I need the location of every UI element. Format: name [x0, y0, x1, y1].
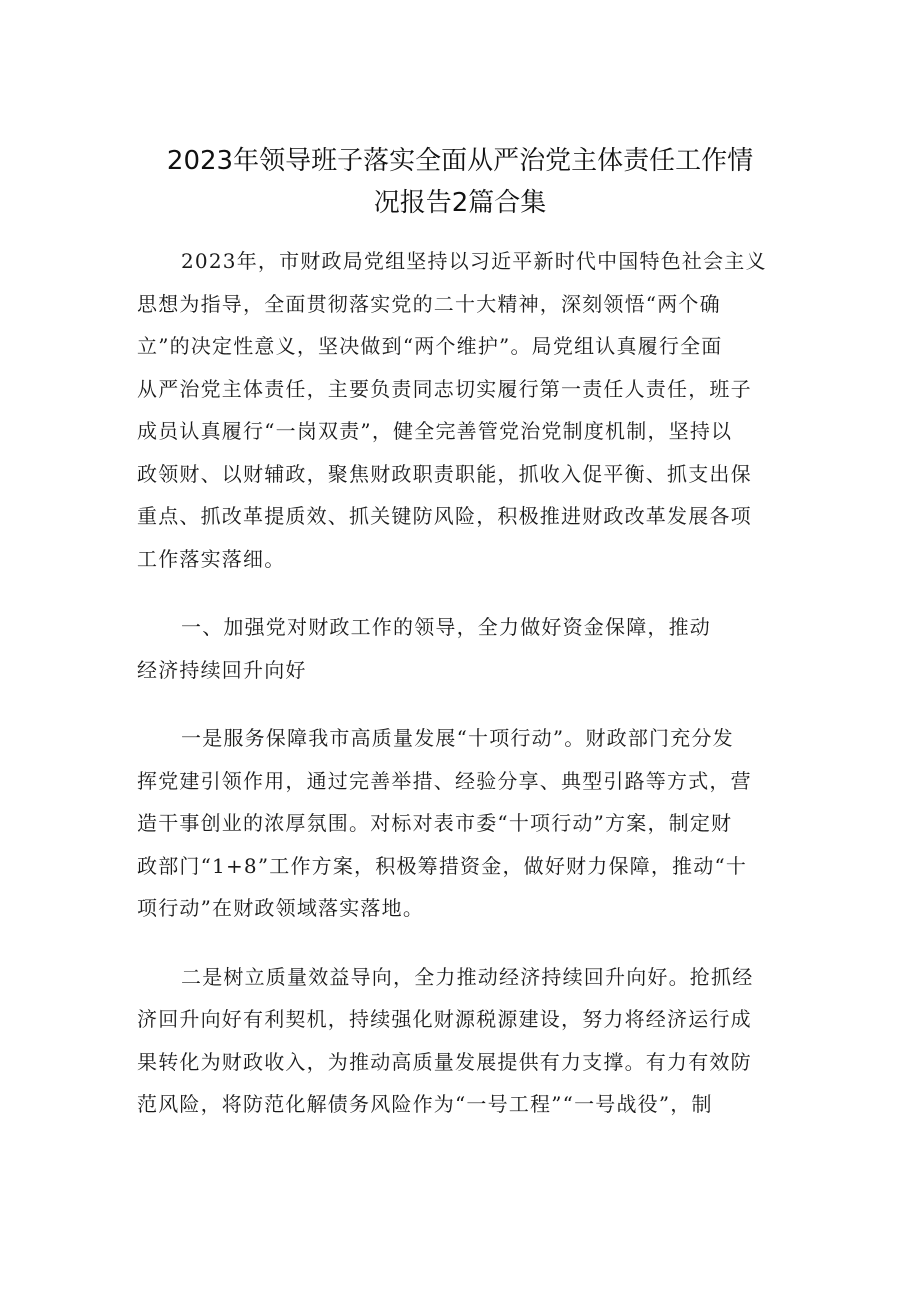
paragraph-item-1: [137, 717, 785, 930]
paragraph-line: 果转化为财政收入，为推动高质量发展提供有力支撑。有力有效防: [137, 1049, 752, 1074]
paragraph-intro: [137, 240, 785, 580]
title-line-2: 况报告2篇合集: [373, 188, 547, 218]
paragraph-line: 成员认真履行“一岗双责”，健全完善管党治党制度机制，坚持以: [137, 419, 733, 443]
paragraph-line: 工作落实落细。: [137, 546, 286, 571]
paragraph-line: 项行动”在财政领域落实落地。: [137, 896, 425, 920]
section-heading-1: [137, 606, 785, 691]
paragraph-line: 思想为指导，全面贯彻落实党的二十大精神，深刻领悟“两个确: [137, 291, 721, 316]
heading-line: 一、加强党对财政工作的领导，全力做好资金保障，推动: [181, 615, 711, 639]
paragraph-line: 范风险，将防范化解债务风险作为“一号工程”“一号战役”，制: [137, 1092, 713, 1116]
paragraph-line: 政部门“1+8”工作方案，积极筹措资金，做好财力保障，推动“十: [137, 853, 748, 878]
paragraph-line: 挥党建引领作用，通过完善举措、经验分享、典型引路等方式，营: [137, 768, 752, 793]
paragraph-line: 一是服务保障我市高质量发展“十项行动”。财政部门充分发: [181, 726, 734, 750]
paragraph-gap: [137, 930, 785, 956]
paragraph-line: 政领财、以财辅政，聚焦财政职责职能，抓收入促平衡、抓支出保: [137, 461, 752, 486]
paragraph-line: 立”的决定性意义，坚决做到“两个维护”。局党组认真履行全面: [137, 334, 723, 358]
paragraph-gap: [137, 580, 785, 606]
title-line-1: 2023年领导班子落实全面从严治党主体责任工作情: [166, 146, 754, 176]
document-body: [137, 240, 785, 1126]
heading-line: 经济持续回升向好: [137, 657, 307, 682]
paragraph-line: 从严治党主体责任，主要负责同志切实履行第一责任人责任，班子: [137, 376, 752, 401]
paragraph-item-2: [137, 956, 785, 1126]
paragraph-line: 2023年，市财政局党组坚持以习近平新时代中国特色社会主义: [181, 249, 767, 273]
paragraph-gap: [137, 691, 785, 717]
paragraph-line: 重点、抓改革提质效、抓关键防风险，积极推进财政改革发展各项: [137, 504, 752, 528]
paragraph-line: 二是树立质量效益导向，全力推动经济持续回升向好。抢抓经: [181, 964, 754, 989]
document-title: [140, 140, 780, 224]
paragraph-line: 济回升向好有利契机，持续强化财源税源建设，努力将经济运行成: [137, 1007, 752, 1031]
paragraph-line: 造干事创业的浓厚氛围。对标对表市委“十项行动”方案，制定财: [137, 811, 733, 835]
